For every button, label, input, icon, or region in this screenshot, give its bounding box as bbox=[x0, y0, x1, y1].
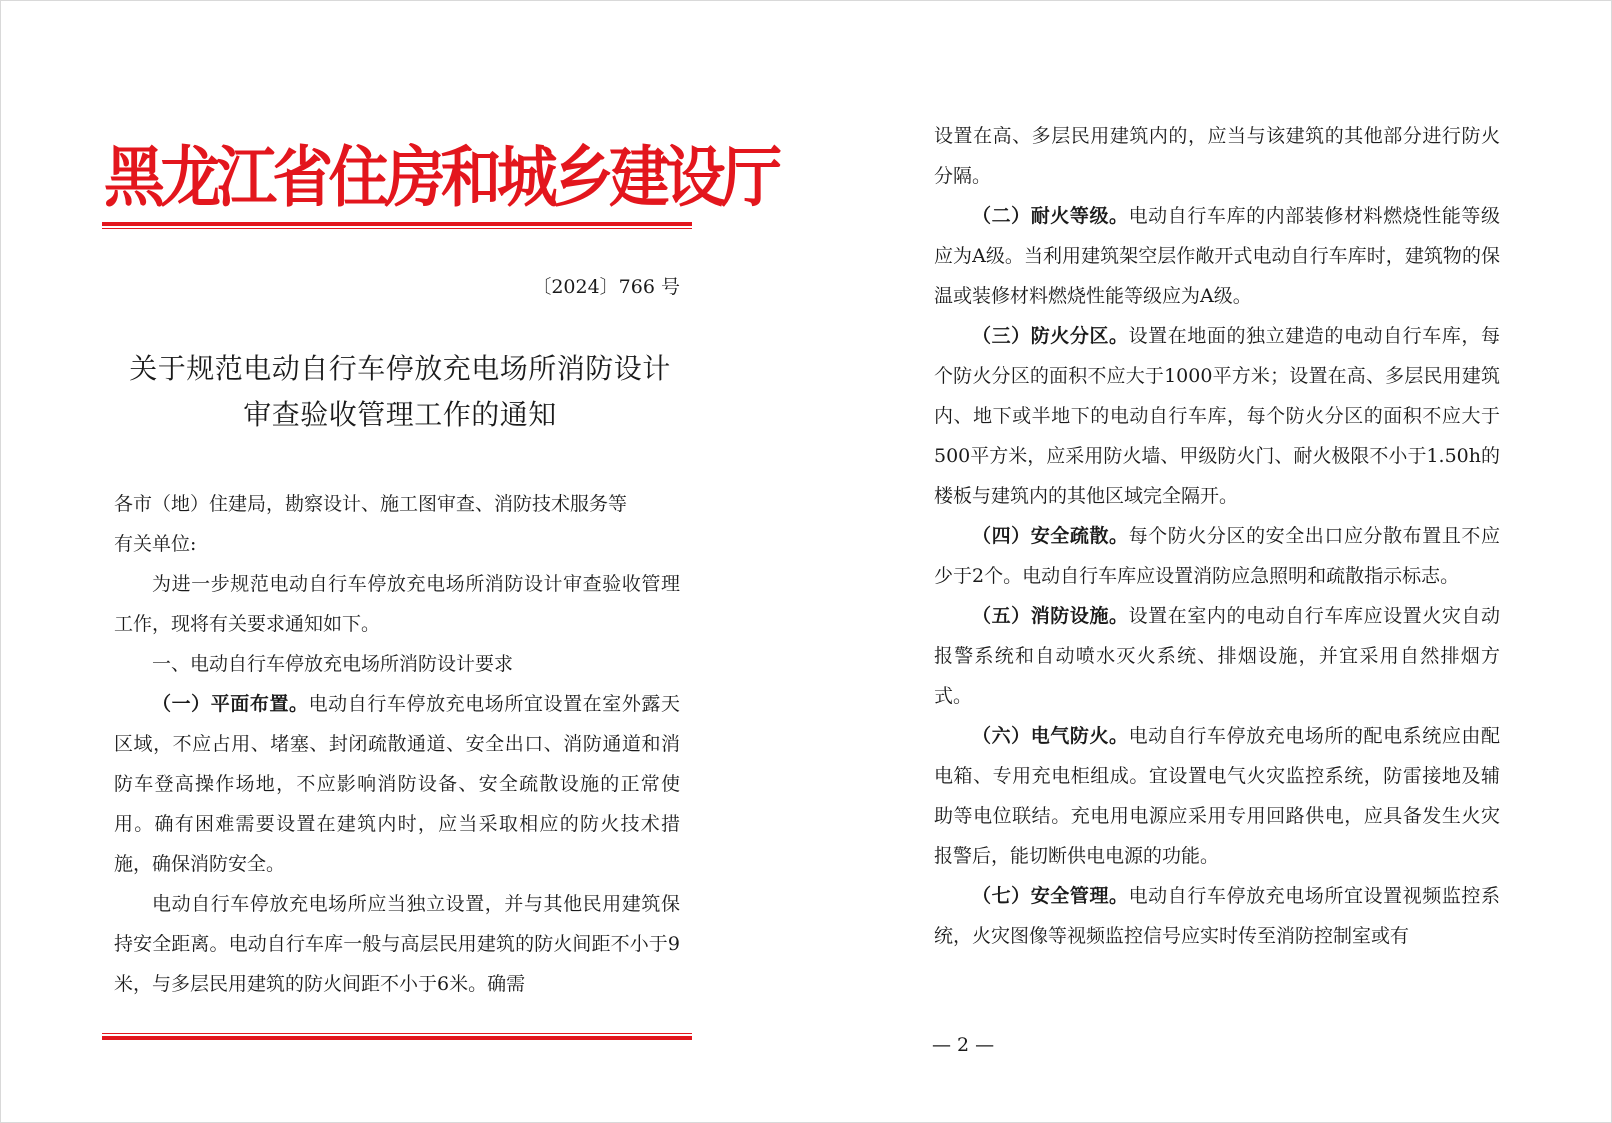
agency-letterhead: 黑龙江省住房和城乡建设厅 bbox=[104, 138, 778, 216]
item-7-label: （七）安全管理。 bbox=[972, 885, 1129, 907]
item-1-paragraph bbox=[114, 684, 680, 884]
item-3-label: （三）防火分区。 bbox=[972, 325, 1129, 347]
left-page-body bbox=[114, 484, 680, 1004]
item-6-paragraph bbox=[934, 716, 1500, 876]
letterhead-divider-thick bbox=[102, 222, 692, 226]
page-number: — 2 — bbox=[932, 1034, 995, 1056]
footer-divider-thin bbox=[102, 1033, 692, 1034]
intro-paragraph: 为进一步规范电动自行车停放充电场所消防设计审查验收管理工作，现将有关要求通知如下。 bbox=[114, 573, 680, 635]
addressee bbox=[114, 484, 680, 564]
item-4-paragraph bbox=[934, 516, 1500, 596]
item-5-text: 设置在室内的电动自行车库应设置火灾自动报警系统和自动喷水灭火系统、排烟设施，并宜采用自然排烟方式。 bbox=[934, 605, 1500, 707]
item-7-text: 电动自行车停放充电场所宜设置视频监控系统，火灾图像等视频监控信号应实时传至消防控制室或有 bbox=[934, 885, 1500, 947]
document-title bbox=[110, 346, 690, 438]
continuation-paragraph: 设置在高、多层民用建筑内的，应当与该建筑的其他部分进行防火分隔。 bbox=[934, 125, 1500, 187]
item-6-label: （六）电气防火。 bbox=[972, 725, 1129, 747]
item-5-paragraph bbox=[934, 596, 1500, 716]
addressee-line-2: 有关单位: bbox=[114, 533, 197, 555]
item-4-text: 每个防火分区的安全出口应分散布置且不应少于2个。电动自行车库应设置消防应急照明和疏散指示标志。 bbox=[934, 525, 1500, 587]
item-1-paragraph-2: 电动自行车停放充电场所应当独立设置，并与其他民用建筑保持安全距离。电动自行车库一般与高层民用建筑的防火间距不小于9米，与多层民用建筑的防火间距不小于6米。确需 bbox=[114, 893, 680, 995]
item-2-paragraph bbox=[934, 196, 1500, 316]
item-5-label: （五）消防设施。 bbox=[972, 605, 1129, 627]
footer-divider-thick bbox=[102, 1036, 692, 1040]
letterhead-divider-thin bbox=[102, 228, 692, 229]
item-2-text: 电动自行车库的内部装修材料燃烧性能等级应为A级。当利用建筑架空层作敞开式电动自行车库时，建筑物的保温或装修材料燃烧性能等级应为A级。 bbox=[934, 205, 1500, 307]
item-7-paragraph bbox=[934, 876, 1500, 956]
title-line-1: 关于规范电动自行车停放充电场所消防设计 bbox=[129, 352, 671, 385]
document-number: 〔2024〕766 号 bbox=[532, 276, 680, 298]
item-6-text: 电动自行车停放充电场所的配电系统应由配电箱、专用充电柜组成。宜设置电气火灾监控系统，防雷接地及辅助等电位联结。充电用电源应采用专用回路供电，应具备发生火灾报警后，能切断供电电源的功能。 bbox=[934, 725, 1500, 867]
item-4-label: （四）安全疏散。 bbox=[972, 525, 1129, 547]
item-3-paragraph bbox=[934, 316, 1500, 516]
item-1-text: 电动自行车停放充电场所宜设置在室外露天区域，不应占用、堵塞、封闭疏散通道、安全出口、消防通道和消防车登高操作场地，不应影响消防设备、安全疏散设施的正常使用。确有困难需要设置在建筑内时，应当采取相应的防火技术措施，确保消防安全。 bbox=[114, 693, 680, 875]
item-1-label: （一）平面布置。 bbox=[152, 693, 309, 715]
item-3-text: 设置在地面的独立建造的电动自行车库，每个防火分区的面积不应大于1000平方米；设置在高、多层民用建筑内、地下或半地下的电动自行车库，每个防火分区的面积不应大于500平方米，应采用防火墙、甲级防火门、耐火极限不小于1.50h的楼板与建筑内的其他区域完全隔开。 bbox=[934, 325, 1500, 507]
right-page-body bbox=[934, 116, 1500, 956]
title-line-2: 审查验收管理工作的通知 bbox=[243, 398, 557, 431]
addressee-line-1: 各市（地）住建局，勘察设计、施工图审查、消防技术服务等 bbox=[114, 493, 628, 515]
item-2-label: （二）耐火等级。 bbox=[972, 205, 1129, 227]
section-1-heading: 一、电动自行车停放充电场所消防设计要求 bbox=[152, 653, 514, 675]
